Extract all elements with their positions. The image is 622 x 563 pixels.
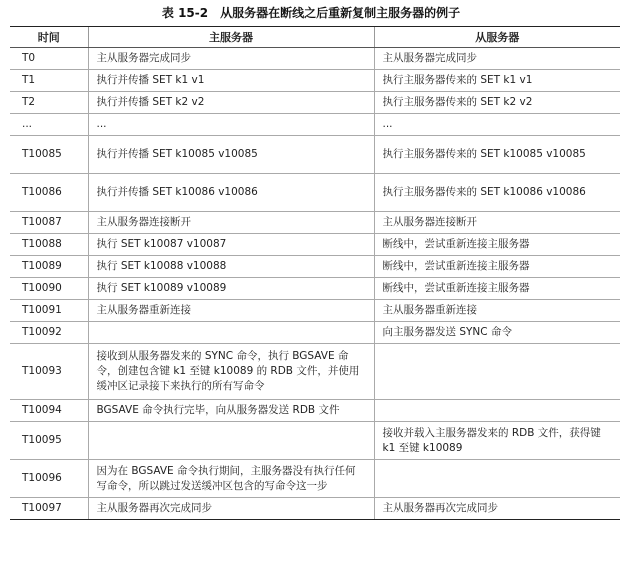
time-cell: T10086 [10,174,88,212]
time-cell: T10090 [10,278,88,300]
table-row [10,498,620,520]
table-row [10,174,620,212]
master-cell: 执行并传播 SET k1 v1 [88,70,374,92]
slave-cell: 主从服务器连接断开 [374,212,620,234]
master-cell: 主从服务器再次完成同步 [88,498,374,520]
slave-cell [374,460,620,498]
slave-cell: 执行主服务器传来的 SET k10085 v10085 [374,136,620,174]
slave-cell [374,400,620,422]
time-cell: T10089 [10,256,88,278]
header-master: 主服务器 [88,27,374,48]
slave-cell: 断线中，尝试重新连接主服务器 [374,234,620,256]
table-row [10,256,620,278]
time-cell: ... [10,114,88,136]
master-cell: 执行 SET k10088 v10088 [88,256,374,278]
time-cell: T10093 [10,344,88,400]
table-row [10,234,620,256]
table-row [10,460,620,498]
slave-cell: 接收并载入主服务器发来的 RDB 文件，获得键 k1 至键 k10089 [374,422,620,460]
slave-cell: 主从服务器完成同步 [374,48,620,70]
master-cell: 执行 SET k10087 v10087 [88,234,374,256]
master-cell: 主从服务器连接断开 [88,212,374,234]
slave-cell: 执行主服务器传来的 SET k2 v2 [374,92,620,114]
time-cell: T10095 [10,422,88,460]
time-cell: T2 [10,92,88,114]
master-cell: 执行 SET k10089 v10089 [88,278,374,300]
header-row [10,27,620,48]
master-cell: 执行并传播 SET k10085 v10085 [88,136,374,174]
slave-cell: 主从服务器重新连接 [374,300,620,322]
master-cell: 执行并传播 SET k2 v2 [88,92,374,114]
header-slave: 从服务器 [374,27,620,48]
time-cell: T10096 [10,460,88,498]
master-cell: ... [88,114,374,136]
time-cell: T10094 [10,400,88,422]
time-cell: T10088 [10,234,88,256]
time-cell: T10091 [10,300,88,322]
master-cell: 执行并传播 SET k10086 v10086 [88,174,374,212]
master-cell: BGSAVE 命令执行完毕，向从服务器发送 RDB 文件 [88,400,374,422]
master-cell [88,322,374,344]
time-cell: T10085 [10,136,88,174]
table-caption: 表 15-2 从服务器在断线之后重新复制主服务器的例子 [161,6,461,20]
time-cell: T1 [10,70,88,92]
time-cell: T10092 [10,322,88,344]
slave-cell: 主从服务器再次完成同步 [374,498,620,520]
table-row [10,278,620,300]
table-row [10,400,620,422]
table-row [10,344,620,400]
time-cell: T10097 [10,498,88,520]
table-row [10,114,620,136]
table-row [10,422,620,460]
master-cell: 主从服务器完成同步 [88,48,374,70]
slave-cell: ... [374,114,620,136]
table-row [10,212,620,234]
replication-table [10,26,620,520]
time-cell: T10087 [10,212,88,234]
slave-cell: 向主服务器发送 SYNC 命令 [374,322,620,344]
slave-cell: 执行主服务器传来的 SET k1 v1 [374,70,620,92]
master-cell [88,422,374,460]
slave-cell [374,344,620,400]
master-cell: 因为在 BGSAVE 命令执行期间，主服务器没有执行任何写命令，所以跳过发送缓冲区包含的写命令这一步 [88,460,374,498]
table-row [10,322,620,344]
table-row [10,70,620,92]
master-cell: 主从服务器重新连接 [88,300,374,322]
table-row [10,92,620,114]
master-cell: 接收到从服务器发来的 SYNC 命令，执行 BGSAVE 命令，创建包含键 k1 至键 k10089 的 RDB 文件，并使用缓冲区记录接下来执行的所有写命令 [88,344,374,400]
slave-cell: 断线中，尝试重新连接主服务器 [374,256,620,278]
table-row [10,300,620,322]
table-row [10,136,620,174]
time-cell: T0 [10,48,88,70]
header-time: 时间 [10,27,88,48]
slave-cell: 执行主服务器传来的 SET k10086 v10086 [374,174,620,212]
table-row [10,48,620,70]
slave-cell: 断线中，尝试重新连接主服务器 [374,278,620,300]
